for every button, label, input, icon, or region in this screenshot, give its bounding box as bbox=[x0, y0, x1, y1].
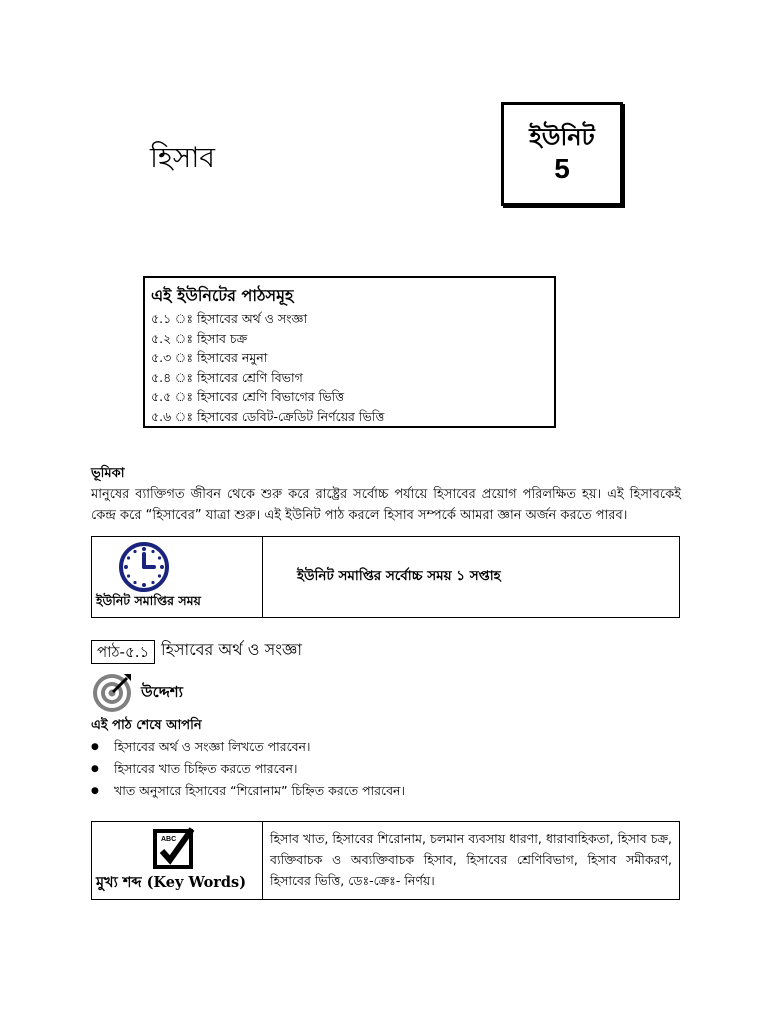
key-words-label: মুখ্য শব্দ (Key Words) bbox=[96, 874, 247, 891]
lesson-list-item: ৫.১ ঃ হিসাবের অর্থ ও সংজ্ঞা bbox=[151, 311, 308, 326]
key-words-text: হিসাব খাত, হিসাবের শিরোনাম, চলমান ব্যবসায় ধারণা, ধারাবাহিকতা, হিসাব চক্র, ব্যক্তিবাচক ও অব্যক্তিবাচক হিসাব, হিসাবের শ্রেণিবিভাগ, হিসাব সমীকরণ, হিসাবের ভিত্তি, ডেঃ-ক্রেঃ- নির্ণয়। bbox=[270, 831, 672, 888]
lesson-list-item: ৫.৩ ঃ হিসাবের নমুনা bbox=[151, 350, 268, 365]
introduction-heading: ভূমিকা bbox=[91, 466, 125, 481]
target-icon bbox=[91, 670, 135, 714]
clock-icon bbox=[118, 541, 170, 593]
unit-time-text-cell bbox=[263, 537, 680, 618]
unit-label: ইউনিট bbox=[529, 123, 595, 151]
lessons-heading: এই ইউনিটের পাঠসমূহ bbox=[151, 286, 294, 305]
lesson-list-item: ৫.৫ ঃ হিসাবের শ্রেণি বিভাগের ভিত্তি bbox=[151, 389, 345, 404]
unit-time-table bbox=[91, 536, 680, 618]
checkbox-icon bbox=[152, 825, 198, 871]
unit-time-text: ইউনিট সমাপ্তির সর্বোচ্চ সময় ১ সপ্তাহ bbox=[297, 568, 501, 584]
lesson-list-item: ৫.৪ ঃ হিসাবের শ্রেণি বিভাগ bbox=[151, 369, 303, 385]
lessons-box bbox=[143, 276, 556, 428]
page-title: হিসাব bbox=[150, 141, 215, 174]
lesson-list-item: ৫.২ ঃ হিসাব চক্র bbox=[151, 330, 248, 346]
lesson-tag: পাঠ-৫.১ bbox=[91, 640, 155, 664]
objectives-heading: উদ্দেশ্য bbox=[141, 683, 184, 701]
introduction-text: মানুষের ব্যাক্তিগত জীবন থেকে শুরু করে রাষ্ট্রের সর্বোচ্চ পর্যায়ে হিসাবের প্রয়োগ পরিলক্ষিত হয়। এই হিসাবকেই কেন্দ্র করে “হিসাবের” যাত্রা শুরু। এই ইউনিট পাঠ করলে হিসাব সম্পর্কে আমরা জ্ঞান অর্জন করতে পারব। bbox=[91, 487, 681, 523]
unit-time-icon-cell bbox=[92, 537, 263, 618]
lesson-list-item: ৫.৬ ঃ হিসাবের ডেবিট-ক্রেডিট নির্ণয়ের ভিত্তি bbox=[151, 408, 385, 424]
unit-badge bbox=[501, 102, 623, 206]
list-item: ● খাত অনুসারে হিসাবের “শিরোনাম” চিহ্নিত করতে পারবেন। bbox=[91, 780, 405, 802]
key-words-table bbox=[91, 821, 680, 900]
objectives-list bbox=[91, 736, 405, 802]
list-item: ● হিসাবের অর্থ ও সংজ্ঞা লিখতে পারবেন। bbox=[91, 736, 405, 758]
key-words-icon-cell bbox=[92, 822, 263, 900]
unit-number: 5 bbox=[554, 153, 570, 184]
lesson-title: হিসাবের অর্থ ও সংজ্ঞা bbox=[161, 640, 302, 659]
checkbox-icon-text: ABC bbox=[161, 836, 177, 843]
objectives-subheading: এই পাঠ শেষে আপনি bbox=[91, 718, 202, 733]
unit-time-label: ইউনিট সমাপ্তির সময় bbox=[96, 593, 201, 608]
list-item: ● হিসাবের খাত চিহ্নিত করতে পারবেন। bbox=[91, 758, 405, 780]
key-words-text-cell bbox=[263, 822, 680, 900]
